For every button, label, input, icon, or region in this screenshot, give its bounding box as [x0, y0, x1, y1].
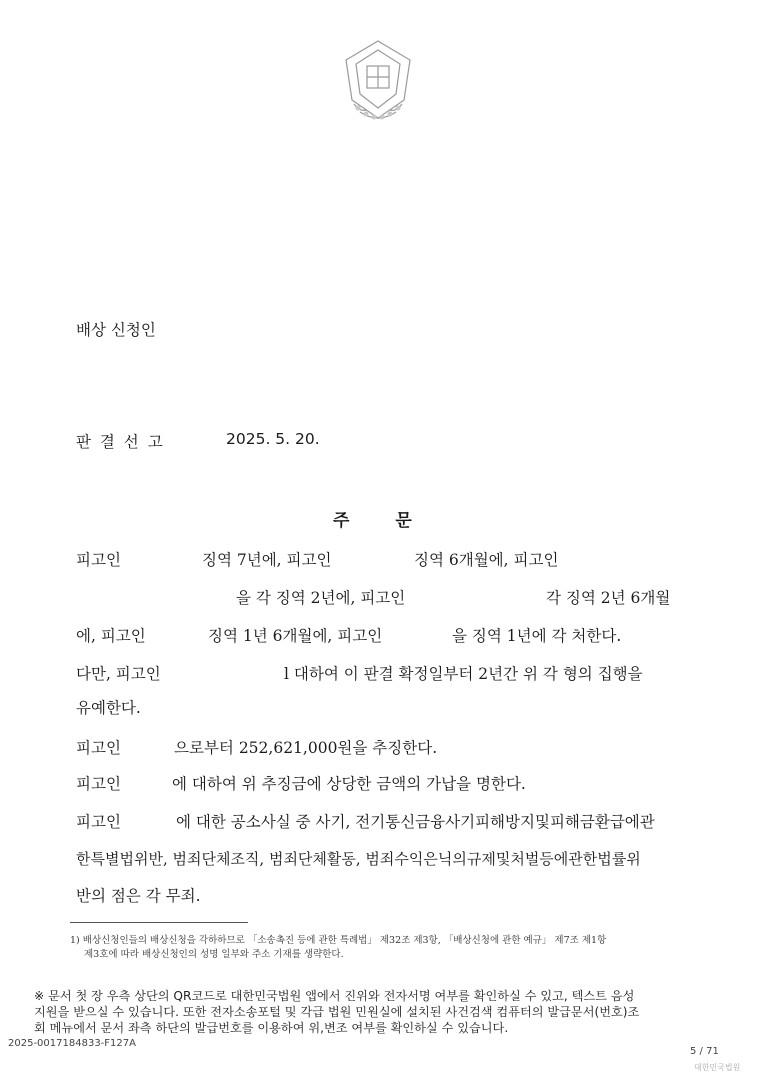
order-line: 징역 6개월에, 피고인 — [414, 551, 559, 569]
notice-line: 회 메뉴에서 문서 좌측 하단의 발급번호를 이용하여 위,변조 여부를 확인하실 수 있습니다. — [34, 1021, 509, 1035]
footnote-line: 1) 배상신청인들의 배상신청을 각하하므로 「소송촉진 등에 관한 특례법」 제32조 제3항, 「배상신청에 관한 예규」 제7조 제1항 — [70, 935, 607, 946]
order-line: 으로부터 252,621,000원을 추징한다. — [174, 739, 438, 757]
footnote-line: 제3호에 따라 배상신청인의 성명 일부와 주소 기재를 생략한다. — [84, 949, 344, 960]
order-title: 주 문 — [333, 511, 412, 531]
order-line: 피고인 — [76, 813, 121, 831]
verification-notice — [34, 988, 706, 1038]
order-line: 유예한다. — [76, 699, 141, 717]
issuer-stamp: 대한민국법원 — [694, 1063, 741, 1072]
order-line: 피고인 — [76, 739, 121, 757]
applicant-label: 배상 신청인 — [76, 321, 156, 339]
verdict-label: 판 결 선 고 — [76, 433, 165, 451]
order-line: 각 징역 2년 6개월 — [546, 589, 671, 607]
order-line: 을 징역 1년에 각 처한다. — [452, 627, 622, 645]
court-seal-icon — [340, 38, 416, 124]
order-line: 징역 7년에, 피고인 — [202, 551, 332, 569]
document-number: 2025-0017184833-F127A — [8, 1038, 136, 1049]
order-line: 에 대한 공소사실 중 사기, 전기통신금융사기피해방지및피해금환급에관 — [176, 813, 655, 831]
order-line: 에 대하여 위 추징금에 상당한 금액의 가납을 명한다. — [172, 775, 526, 793]
verdict-date: 2025. 5. 20. — [226, 430, 320, 448]
order-line: l 대하여 이 판결 확정일부터 2년간 위 각 형의 집행을 — [284, 665, 643, 683]
footnote-divider — [70, 922, 248, 923]
order-line: 에, 피고인 — [76, 627, 146, 645]
notice-line: 지원을 받으실 수 있습니다. 또한 전자소송포털 및 각급 법원 민원실에 설치된 사건검색 컴퓨터의 발급문서(번호)조 — [34, 1005, 640, 1019]
notice-line: ※ 문서 첫 장 우측 상단의 QR코드로 대한민국법원 앱에서 진위와 전자서명 여부를 확인하실 수 있고, 텍스트 음성 — [34, 989, 635, 1003]
order-line: 을 각 징역 2년에, 피고인 — [236, 589, 406, 607]
page-number: 5 / 71 — [690, 1046, 719, 1057]
order-line: 반의 점은 각 무죄. — [76, 887, 201, 905]
order-line: 피고인 — [76, 775, 121, 793]
order-line: 한특별법위반, 범죄단체조직, 범죄단체활동, 범죄수익은닉의규제및처벌등에관한법률위 — [76, 850, 641, 868]
order-line: 피고인 — [76, 551, 121, 569]
order-line: 징역 1년 6개월에, 피고인 — [208, 627, 383, 645]
order-line: 다만, 피고인 — [76, 665, 161, 683]
